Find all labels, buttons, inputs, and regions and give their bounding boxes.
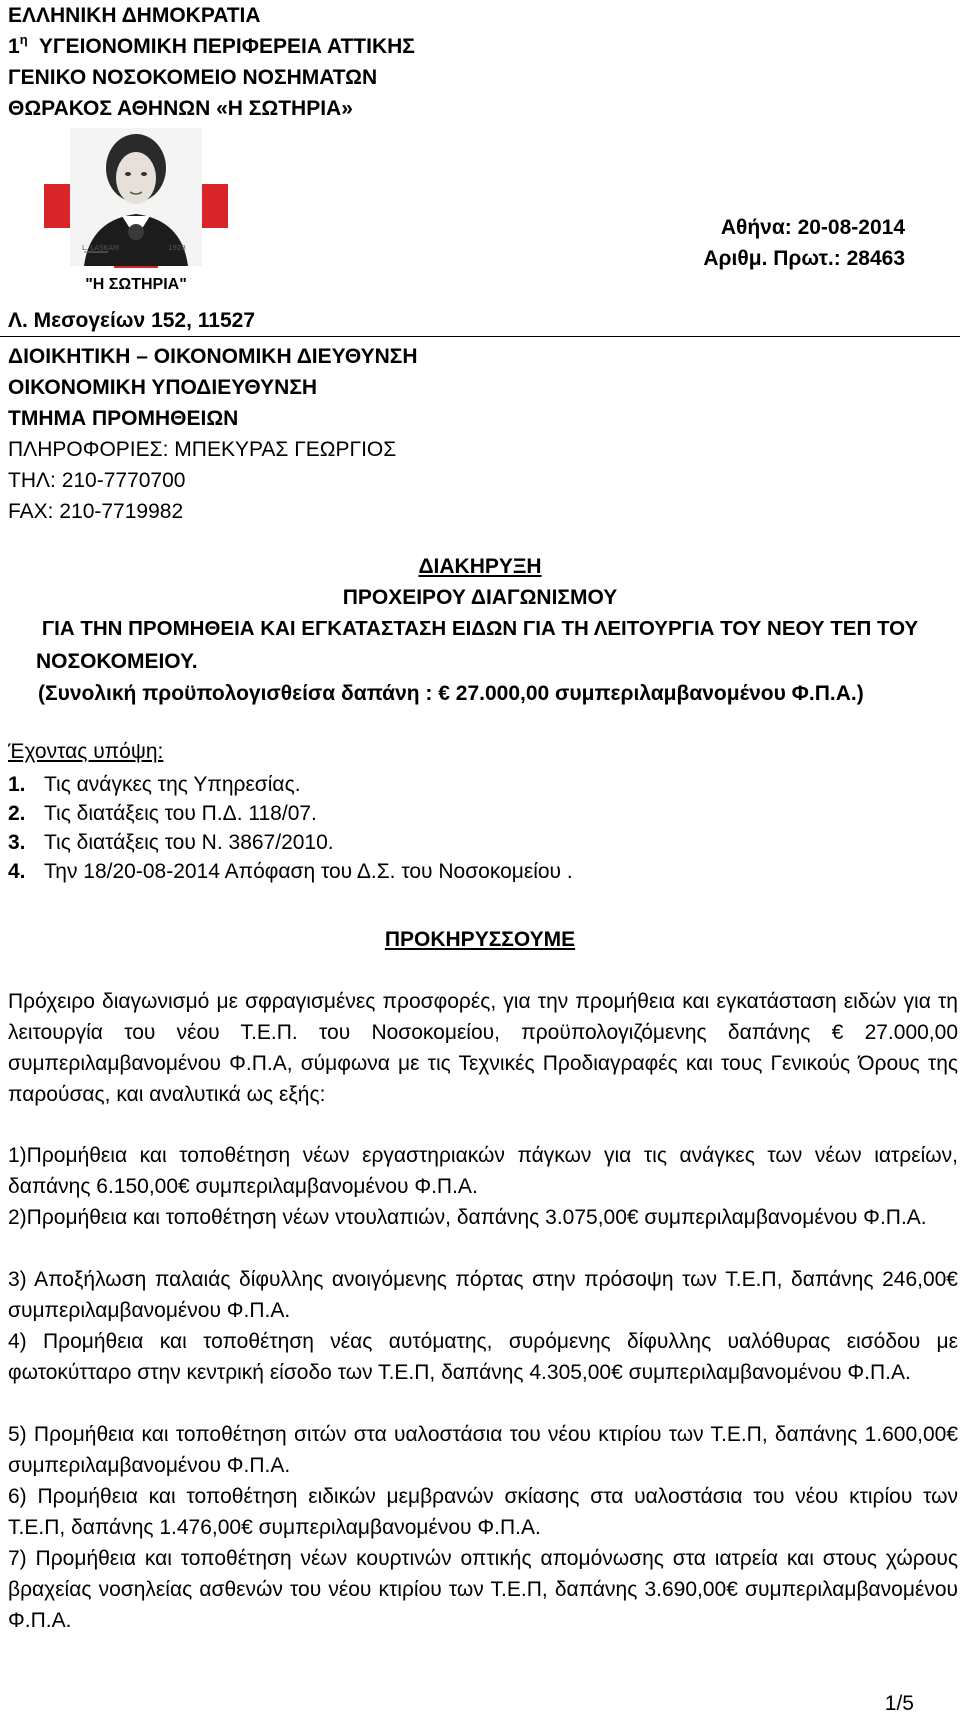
item-paragraph: 4) Προμήθεια και τοποθέτηση νέας αυτόματης, συρόμενης δίφυλλης υαλόθυρας εισόδου με φωτοκύτταρο στην κεντρική είσοδο των Τ.Ε.Π, δαπάνης 4.305,00€ συμπεριλαμβανομένου Φ.Π.Α. [8, 1330, 958, 1384]
region-line: $1^\eta$ ΥΓΕΙΟΝΟΜΙΚΗ ΠΕΡΙΦΕΡΕΙΑ ΑΤΤΙΚΗΣ [8, 32, 415, 58]
list-item: 1. Τις ανάγκες της Υπηρεσίας. [8, 773, 301, 796]
letterhead [8, 0, 415, 124]
telephone: ΤΗΛ: 210-7770700 [8, 469, 186, 492]
hospital-logo [44, 128, 228, 294]
intro-paragraph: Πρόχειρο διαγωνισμό με σφραγισμένες προσφορές, για την προμήθεια και εγκατάσταση ειδών για τη λειτουργία του νέου Τ.Ε.Π. του Νοσοκομείου, προϋπολογιζόμενης δαπάνης € 27.000,00 συμπεριλαμβανομένου Φ.Π.Α, σύμφωνα με τις Τεχνικές Προδιαγραφές και τους Γενικούς Όρους της παρούσας, και αναλυτικά ως εξής: [8, 990, 958, 1106]
place-date: Αθήνα: 20-08-2014 [720, 216, 905, 239]
info-contact: ΠΛΗΡΟΦΟΡΙΕΣ: ΜΠΕΚΥΡΑΣ ΓΕΩΡΓΙΟΣ [8, 438, 397, 461]
list-item: 4. Την 18/20-08-2014 Απόφαση του Δ.Σ. του Νοσοκομείου . [8, 860, 573, 883]
considering-heading: Έχοντας υπόψη: [8, 740, 164, 763]
address: Λ. Μεσογείων 152, 11527 [8, 309, 256, 332]
logo-caption: "Η ΣΩΤΗΡΙΑ" [85, 276, 187, 293]
section: ΤΜΗΜΑ ΠΡΟΜΗΘΕΙΩΝ [8, 407, 239, 430]
proclamation: ΠΡΟΚΗΡΥΣΣΟΥΜΕ [384, 928, 576, 951]
subject-line-2: ΝΟΣΟΚΟΜΕΙΟΥ. [36, 650, 198, 673]
fax: FAX: 210-7719982 [8, 500, 184, 523]
declaration-title: ΔΙΑΚΗΡΥΞΗ [418, 555, 542, 578]
hospital-line-2: ΘΩΡΑΚΟΣ ΑΘΗΝΩΝ «Η ΣΩΤΗΡΙΑ» [8, 97, 353, 120]
subject-line-1: ΓΙΑ ΤΗΝ ΠΡΟΜΗΘΕΙΑ ΚΑΙ ΕΓΚΑΤΑΣΤΑΣΗ ΕΙΔΩΝ ΓΙΑ ΤΗ ΛΕΙΤΟΥΡΓΙΑ ΤΟΥ ΝΕΟΥ ΤΕΠ ΤΟΥ [41, 617, 919, 640]
tender-type: ΠΡΟΧΕΙΡΟΥ ΔΙΑΓΩΝΙΣΜΟΥ [342, 586, 618, 609]
signature-right: 1928 [168, 244, 186, 252]
header-divider [0, 336, 960, 337]
directorate: ΔΙΟΙΚΗΤΙΚΗ – ΟΙΚΟΝΟΜΙΚΗ ΔΙΕΥΘΥΝΣΗ [8, 345, 418, 368]
item-paragraph: 7) Προμήθεια και τοποθέτηση νέων κουρτινών οπτικής απομόνωσης στα ιατρεία και στους χώρους βραχείας νοσηλείας ασθενών του νέου κτιρίου των Τ.Ε.Π, δαπάνης 3.690,00€ συμπεριλαμβανομένου Φ.Π.Α. [8, 1547, 958, 1632]
subdirectorate: ΟΙΚΟΝΟΜΙΚΗ ΥΠΟΔΙΕΥΘΥΝΣΗ [8, 376, 318, 399]
logo-image [44, 128, 228, 294]
department-block [8, 341, 418, 527]
date-box [703, 212, 905, 274]
signature-left: L. LASKAM [82, 244, 119, 252]
item-paragraph: 2)Προμήθεια και τοποθέτηση νέων ντουλαπιών, δαπάνης 3.075,00€ συμπεριλαμβανομένου Φ.Π.Α. [8, 1206, 927, 1229]
item-paragraph: 6) Προμήθεια και τοποθέτηση ειδικών μεμβρανών σκίασης στα υαλοστάσια του νέου κτιρίου των Τ.Ε.Π, δαπάνης 1.476,00€ συμπεριλαμβανομένου Φ.Π.Α. [8, 1485, 958, 1539]
considering-list [8, 770, 573, 886]
item-paragraph: 5) Προμήθεια και τοποθέτηση σιτών στα υαλοστάσια του νέου κτιρίου των Τ.Ε.Π, δαπάνης 1.600,00€ συμπεριλαμβανομένου Φ.Π.Α. [8, 1423, 958, 1477]
hospital-line-1: ΓΕΝΙΚΟ ΝΟΣΟΚΟΜΕΙΟ ΝΟΣΗΜΑΤΩΝ [8, 66, 378, 89]
list-item: 2. Τις διατάξεις του Π.Δ. 118/07. [8, 802, 317, 825]
country-line: ΕΛΛΗΝΙΚΗ ΔΗΜΟΚΡΑΤΙΑ [8, 4, 261, 27]
item-paragraph: 1)Προμήθεια και τοποθέτηση νέων εργαστηριακών πάγκων για τις ανάγκες των νέων ιατρείων, δαπάνης 6.150,00€ συμπεριλαμβανομένου Φ.Π.Α. [8, 1144, 958, 1198]
list-item: 3. Τις διατάξεις του Ν. 3867/2010. [8, 831, 334, 854]
page-number: 1/5 [884, 1692, 914, 1715]
total-budget: (Συνολική προϋπολογισθείσα δαπάνη : € 27.000,00 συμπεριλαμβανομένου Φ.Π.Α.) [38, 682, 864, 705]
protocol-number: Αριθμ. Πρωτ.: 28463 [703, 247, 905, 270]
item-paragraph: 3) Αποξήλωση παλαιάς δίφυλλης ανοιγόμενης πόρτας στην πρόσοψη των Τ.Ε.Π, δαπάνης 246,00€ συμπεριλαμβανομένου Φ.Π.Α. [8, 1268, 958, 1322]
